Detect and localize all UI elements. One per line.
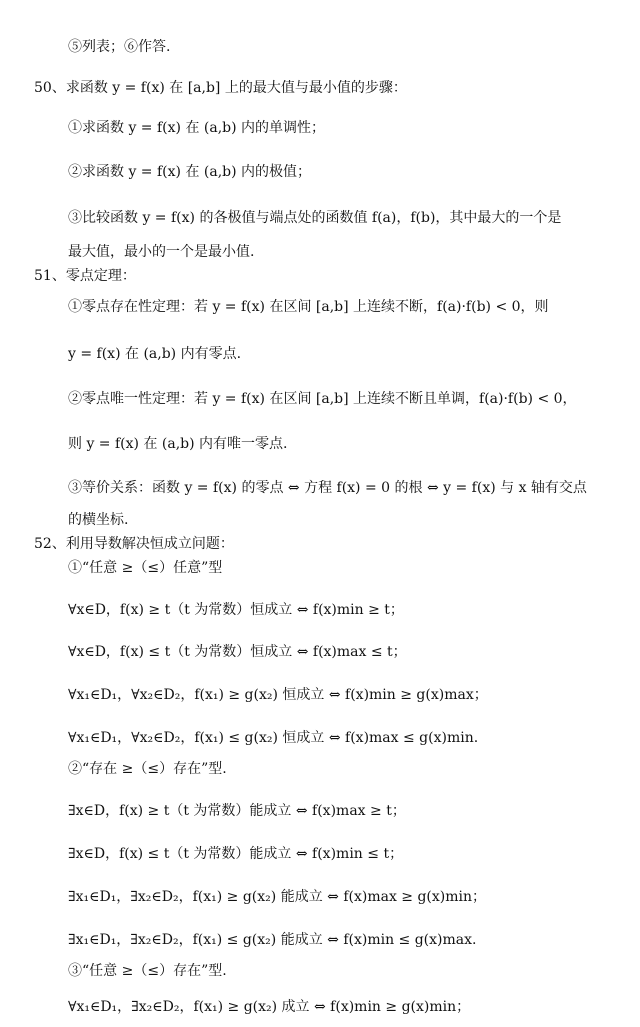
text-line: ∃x₁∈D₁，∃x₂∈D₂，f(x₁) ≤ g(x₂) 能成立 ⇔ f(x)min ≤ g(x)max.	[68, 932, 477, 948]
text-line: ①“任意 ≥（≤）任意”型	[68, 560, 223, 576]
text-line: ①零点存在性定理：若 y = f(x) 在区间 [a,b] 上连续不断，f(a)·f(b) < 0，则	[68, 299, 549, 315]
text-line: ⑤列表；⑥作答.	[68, 39, 171, 55]
text-line: ∀x₁∈D₁，∀x₂∈D₂，f(x₁) ≥ g(x₂) 恒成立 ⇔ f(x)min ≥ g(x)max；	[68, 687, 488, 703]
text-line: 52、利用导数解决恒成立问题：	[34, 536, 234, 552]
text-line: 50、求函数 y = f(x) 在 [a,b] 上的最大值与最小值的步骤：	[34, 80, 407, 96]
text-line: ③等价关系：函数 y = f(x) 的零点 ⇔ 方程 f(x) = 0 的根 ⇔ y = f(x) 与 x 轴有交点	[68, 480, 587, 496]
text-line: 的横坐标.	[68, 512, 129, 528]
text-line: y = f(x) 在 (a,b) 内有零点.	[68, 346, 242, 362]
text-line: ∀x∈D，f(x) ≥ t（t 为常数）恒成立 ⇔ f(x)min ≥ t；	[68, 602, 404, 618]
text-line: ∀x₁∈D₁，∃x₂∈D₂，f(x₁) ≥ g(x₂) 成立 ⇔ f(x)min ≥ g(x)min；	[68, 999, 471, 1015]
text-line: ②零点唯一性定理：若 y = f(x) 在区间 [a,b] 上连续不断且单调，f(a)·f(b) < 0，	[68, 391, 577, 407]
text-line: ∃x∈D，f(x) ≥ t（t 为常数）能成立 ⇔ f(x)max ≥ t；	[68, 803, 406, 819]
text-line: ∃x₁∈D₁，∃x₂∈D₂，f(x₁) ≥ g(x₂) 能成立 ⇔ f(x)max ≥ g(x)min；	[68, 889, 487, 905]
text-line: ②求函数 y = f(x) 在 (a,b) 内的极值；	[68, 164, 312, 180]
text-line: ③比较函数 y = f(x) 的各极值与端点处的函数值 f(a)，f(b)，其中最大的一个是	[68, 210, 562, 226]
text-line: 最大值，最小的一个是最小值.	[68, 244, 255, 260]
text-line: ∀x₁∈D₁，∀x₂∈D₂，f(x₁) ≤ g(x₂) 恒成立 ⇔ f(x)max ≤ g(x)min.	[68, 730, 479, 746]
text-line: 51、零点定理：	[34, 268, 136, 284]
text-line: ③“任意 ≥（≤）存在”型.	[68, 963, 227, 979]
text-line: ①求函数 y = f(x) 在 (a,b) 内的单调性；	[68, 120, 326, 136]
text-line: ∃x∈D，f(x) ≤ t（t 为常数）能成立 ⇔ f(x)min ≤ t；	[68, 846, 404, 862]
text-line: ∀x∈D，f(x) ≤ t（t 为常数）恒成立 ⇔ f(x)max ≤ t；	[68, 644, 407, 660]
text-line: ②“存在 ≥（≤）存在”型.	[68, 761, 227, 777]
text-line: 则 y = f(x) 在 (a,b) 内有唯一零点.	[68, 436, 288, 452]
